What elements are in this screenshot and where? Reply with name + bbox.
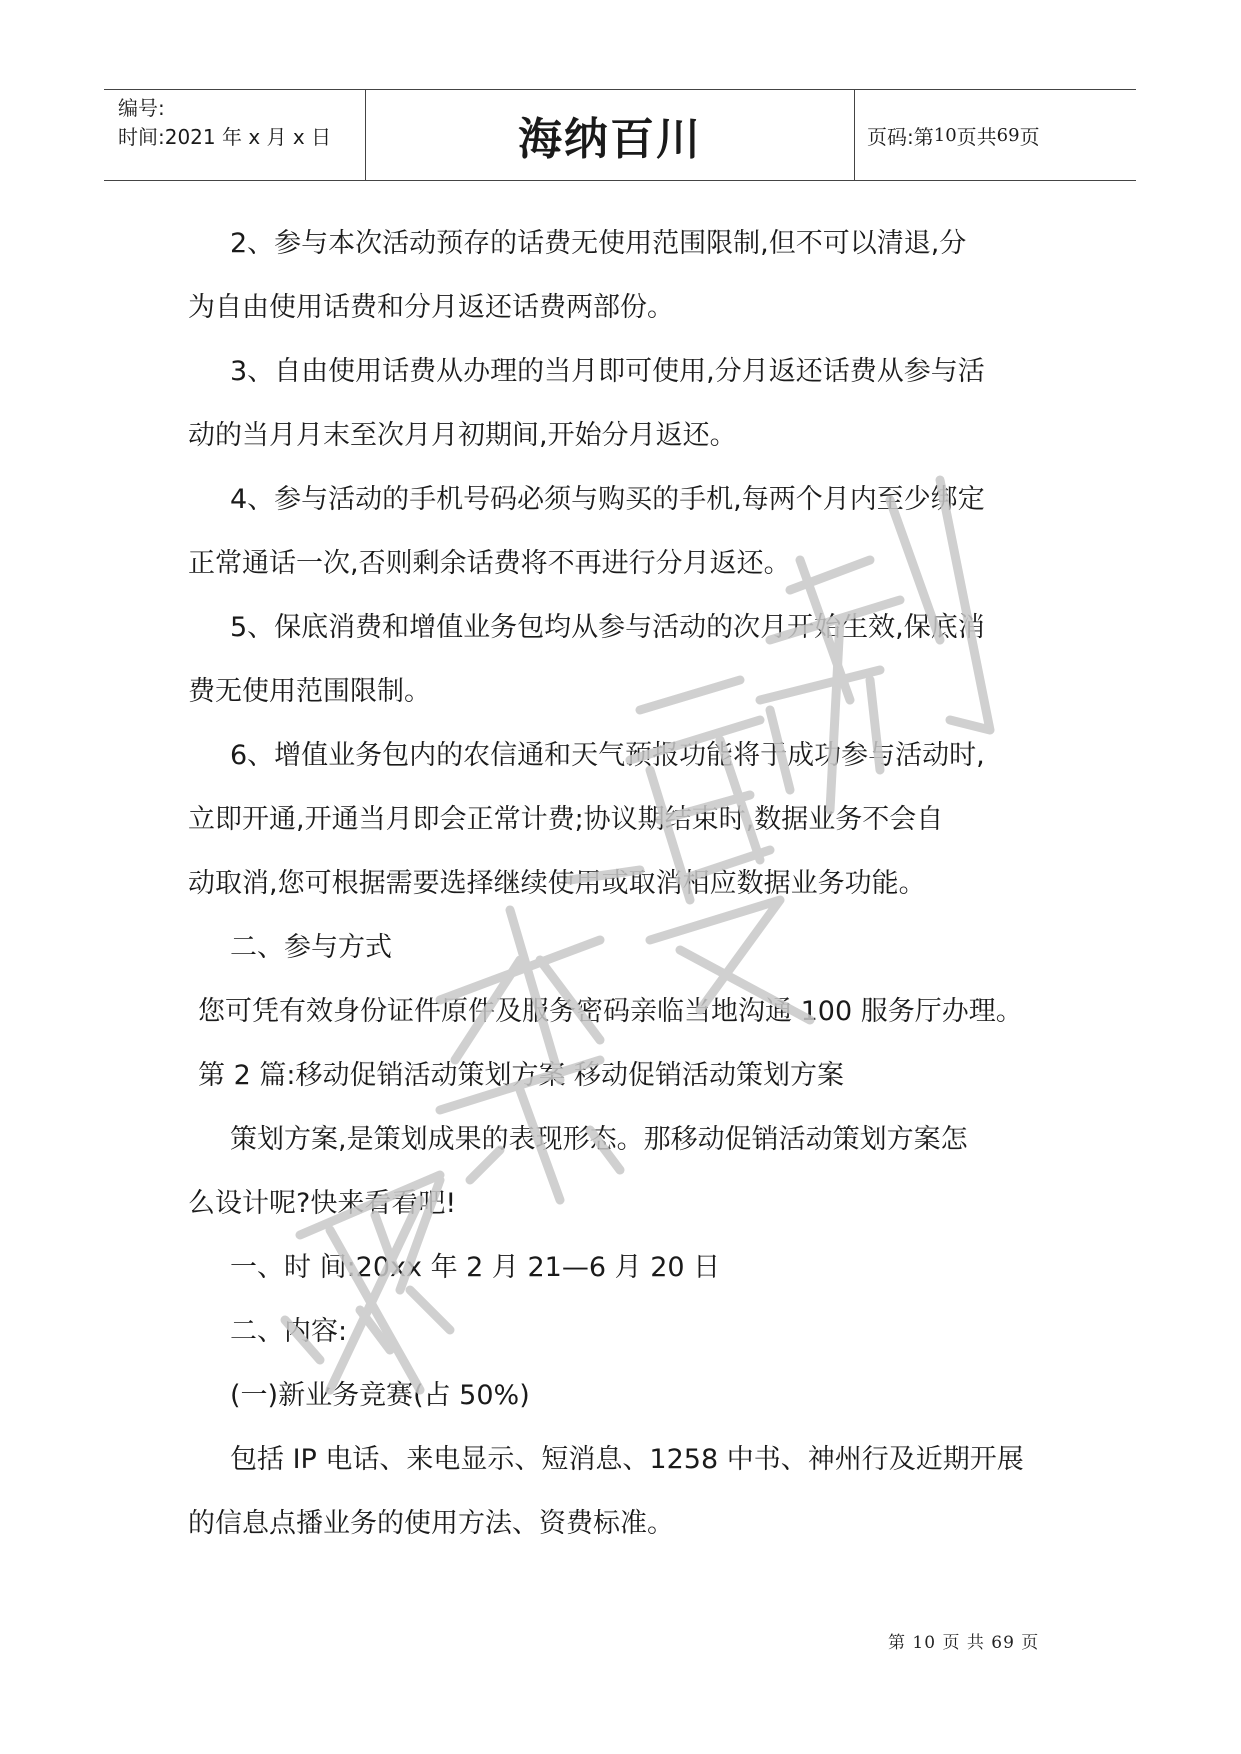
paragraph-line: 6、增值业务包内的农信通和天气预报功能将于成功参与活动时, bbox=[230, 740, 985, 771]
page-label-mid: 页共 bbox=[956, 124, 997, 149]
paragraph-line: 包括 IP 电话、来电显示、短消息、1258 中书、神州行及近期开展 bbox=[230, 1444, 1024, 1475]
paragraph-line: 动的当月月末至次月月初期间,开始分月返还。 bbox=[188, 420, 737, 451]
date-label: 时间:2021 年 x 月 x 日 bbox=[118, 125, 332, 149]
article-title: 第 2 篇:移动促销活动策划方案 移动促销活动策划方案 bbox=[198, 1060, 845, 1091]
section-heading: 一、时 间:20xx 年 2 月 21—6 月 20 日 bbox=[230, 1252, 721, 1283]
page-label-suffix: 页 bbox=[1019, 124, 1040, 149]
paragraph-line: 2、参与本次活动预存的话费无使用范围限制,但不可以清退,分 bbox=[230, 228, 967, 259]
paragraph-line: 您可凭有效身份证件原件及服务密码亲临当地沟通 100 服务厅办理。 bbox=[198, 996, 1023, 1027]
serial-label: 编号: bbox=[118, 96, 165, 120]
section-heading: 二、参与方式 bbox=[230, 932, 392, 963]
page-current: 10 bbox=[933, 124, 957, 146]
paragraph-line: 立即开通,开通当月即会正常计费;协议期结束时,数据业务不会自 bbox=[188, 804, 944, 835]
paragraph-line: 的信息点播业务的使用方法、资费标准。 bbox=[188, 1508, 674, 1539]
paragraph-line: 为自由使用话费和分月返还话费两部份。 bbox=[188, 292, 674, 323]
paragraph-line: 3、自由使用话费从办理的当月即可使用,分月返还话费从参与活 bbox=[230, 356, 985, 387]
section-heading: 二、内容: bbox=[230, 1316, 348, 1347]
subsection-heading: (一)新业务竞赛(占 50%) bbox=[230, 1380, 530, 1411]
document-body bbox=[188, 212, 1058, 1556]
header-meta bbox=[104, 90, 366, 180]
paragraph-line: 4、参与活动的手机号码必须与购买的手机,每两个月内至少绑定 bbox=[230, 484, 985, 515]
paragraph-line: 策划方案,是策划成果的表现形态。那移动促销活动策划方案怎 bbox=[230, 1124, 968, 1155]
paragraph-line: 费无使用范围限制。 bbox=[188, 676, 431, 707]
header-brand-cell bbox=[366, 90, 855, 180]
paragraph-line: 5、保底消费和增值业务包均从参与活动的次月开始生效,保底消 bbox=[230, 612, 985, 643]
paragraph-line: 么设计呢?快来看看吧! bbox=[188, 1188, 457, 1219]
page-footer: 第 10 页 共 69 页 bbox=[888, 1633, 1040, 1653]
page-header bbox=[104, 89, 1136, 181]
header-page-info bbox=[855, 90, 1136, 180]
page-total: 69 bbox=[996, 124, 1020, 146]
paragraph-line: 动取消,您可根据需要选择继续使用或取消相应数据业务功能。 bbox=[188, 868, 926, 899]
paragraph-line: 正常通话一次,否则剩余话费将不再进行分月返还。 bbox=[188, 548, 791, 579]
brand-title: 海纳百川 bbox=[518, 114, 702, 165]
page-label-prefix: 页码:第 bbox=[867, 124, 934, 149]
